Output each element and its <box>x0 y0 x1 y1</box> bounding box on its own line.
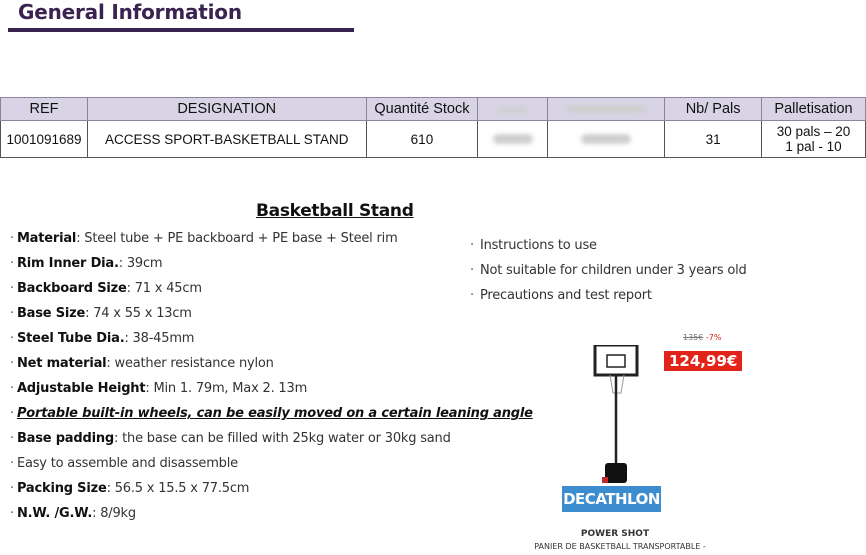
basketball-hoop-icon <box>580 345 660 485</box>
col-nb-pals: Nb/ Pals <box>665 98 762 121</box>
palletisation-line-1: 30 pals – 20 <box>776 124 851 139</box>
list-item: · Base Size: 74 x 55 x 13cm <box>10 306 192 321</box>
list-item: · Precautions and test report <box>470 288 652 303</box>
table-header-row <box>1 98 866 121</box>
list-item: · Portable built-in wheels, can be easily moved on a certain leaning angle <box>10 406 533 421</box>
cell-ref: 1001091689 <box>1 121 88 158</box>
list-item: · Instructions to use <box>470 238 597 253</box>
brand-logo: DECATHLON <box>562 486 661 512</box>
list-item: · Not suitable for children under 3 years old <box>470 263 747 278</box>
list-item: · Backboard Size: 71 x 45cm <box>10 281 202 296</box>
list-item: · Rim Inner Dia.: 39cm <box>10 256 163 271</box>
cell-nb-pals: 31 <box>665 121 762 158</box>
table-row <box>1 121 866 158</box>
col-designation: DESIGNATION <box>87 98 366 121</box>
spec-list <box>10 229 533 529</box>
stock-table <box>0 97 866 158</box>
cell-redacted-1 <box>478 121 548 158</box>
col-redacted-1 <box>478 98 548 121</box>
col-palletisation: Palletisation <box>762 98 866 121</box>
product-subtitle: PANIER DE BASKETBALL TRANSPORTABLE - <box>534 542 706 551</box>
list-item: · Packing Size: 56.5 x 15.5 x 77.5cm <box>10 481 250 496</box>
cell-stock: 610 <box>366 121 478 158</box>
list-item: · Steel Tube Dia.: 38-45mm <box>10 331 195 346</box>
list-item: · Material: Steel tube + PE backboard + PE base + Steel rim <box>10 231 398 246</box>
cell-palletisation <box>762 121 866 158</box>
palletisation-line-2: 1 pal - 10 <box>785 139 842 154</box>
col-stock: Quantité Stock <box>366 98 478 121</box>
title-underline <box>8 28 354 32</box>
list-item: · Adjustable Height: Min 1. 79m, Max 2. 13m <box>10 381 308 396</box>
cell-redacted-2 <box>548 121 665 158</box>
section-title: Basketball Stand <box>256 201 414 221</box>
col-redacted-2 <box>548 98 665 121</box>
notes-list <box>470 236 747 311</box>
list-item: · N.W. /G.W.: 8/9kg <box>10 506 136 521</box>
cell-designation: ACCESS SPORT-BASKETBALL STAND <box>87 121 366 158</box>
list-item: · Net material: weather resistance nylon <box>10 356 274 371</box>
list-item: · Base padding: the base can be filled with 25kg water or 30kg sand <box>10 431 451 446</box>
product-name: POWER SHOT <box>580 529 650 539</box>
list-item: · Easy to assemble and disassemble <box>10 456 238 471</box>
product-image <box>520 325 740 555</box>
col-ref: REF <box>1 98 88 121</box>
price-tag: 124,99€ <box>664 351 742 371</box>
page-title: General Information <box>18 0 242 24</box>
old-price: 135€ -7% <box>683 333 722 342</box>
